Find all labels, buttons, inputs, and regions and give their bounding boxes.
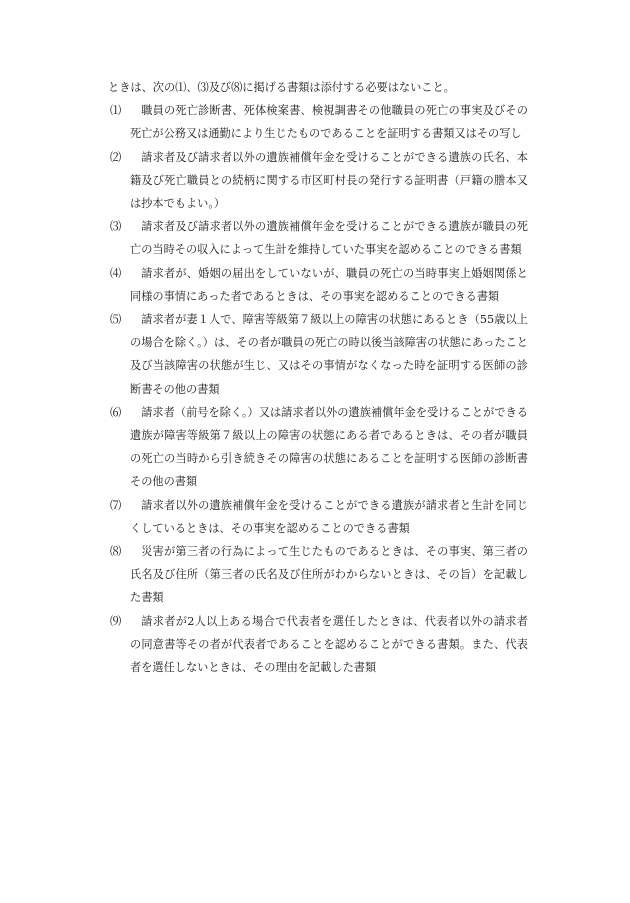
list-item-2 bbox=[108, 146, 528, 216]
list-item-7 bbox=[108, 494, 528, 540]
item-text: 職員の死亡診断書、死体検案書、検視調書その他職員の死亡の事実及びその死亡が公務又は通勤により生じたものであることを証明する書類又はその写し bbox=[130, 104, 528, 141]
list-item-5 bbox=[108, 308, 528, 401]
item-number: ⑵ bbox=[110, 150, 122, 164]
list-item-4 bbox=[108, 262, 528, 308]
item-number: ⑹ bbox=[110, 405, 122, 419]
item-text: 請求者（前号を除く。）又は請求者以外の遺族補償年金を受けることができる遺族が障害等級第７級以上の障害の状態にある者であるときは、その者が職員の死亡の当時から引き続きその障害の状態にあることを証明する医師の診断書その他の書類 bbox=[130, 405, 528, 489]
item-text: 請求者及び請求者以外の遺族補償年金を受けることができる遺族の氏名、本籍及び死亡職員との続柄に関する市区町村長の発行する証明書（戸籍の謄本又は抄本でもよい。） bbox=[130, 150, 528, 211]
list-item-8 bbox=[108, 540, 528, 610]
item-text: 請求者が妻１人で、障害等級第７級以上の障害の状態にあるとき（55歳以上の場合を除く。）は、その者が職員の死亡の時以後当該障害の状態にあったこと及び当該障害の状態が生じ、又はその事情がなくなった時を証明する医師の診断書その他の書類 bbox=[130, 313, 528, 396]
item-text: 請求者以外の遺族補償年金を受けることができる遺族が請求者と生計を同じくしているときは、その事実を認めることのできる書類 bbox=[130, 498, 528, 535]
list-item-1 bbox=[108, 99, 528, 145]
item-text: 請求者が、婚姻の届出をしていないが、職員の死亡の当時事実上婚姻関係と同様の事情にあった者であるときは、その事実を認めることのできる書類 bbox=[130, 266, 528, 303]
item-number: ⑼ bbox=[110, 614, 122, 628]
item-text: 請求者及び請求者以外の遺族補償年金を受けることができる遺族が職員の死亡の当時その収入によって生計を維持していた事実を認めることのできる書類 bbox=[130, 220, 528, 257]
lead-paragraph: ときは、次の⑴、⑶及び⑻に掲げる書類は添付する必要はないこと。 bbox=[108, 81, 455, 94]
list-item-3 bbox=[108, 215, 528, 261]
item-number: ⑻ bbox=[110, 545, 122, 559]
item-text: 災害が第三者の行為によって生じたものであるときは、その事実、第三者の氏名及び住所（第三者の氏名及び住所がわからないときは、その旨）を記載した書類 bbox=[130, 545, 528, 605]
item-number: ⑸ bbox=[110, 313, 122, 327]
item-number: ⑺ bbox=[110, 498, 122, 512]
item-number: ⑷ bbox=[110, 266, 122, 280]
list-item-9 bbox=[108, 610, 528, 680]
item-number: ⑶ bbox=[110, 220, 122, 234]
item-number: ⑴ bbox=[110, 104, 122, 118]
list-item-6 bbox=[108, 401, 528, 494]
document-body bbox=[108, 76, 528, 679]
item-text: 請求者が2人以上ある場合で代表者を選任したときは、代表者以外の請求者の同意書等その者が代表者であることを認めることができる書類。また、代表者を選任しないときは、その理由を記載した書類 bbox=[130, 614, 528, 675]
